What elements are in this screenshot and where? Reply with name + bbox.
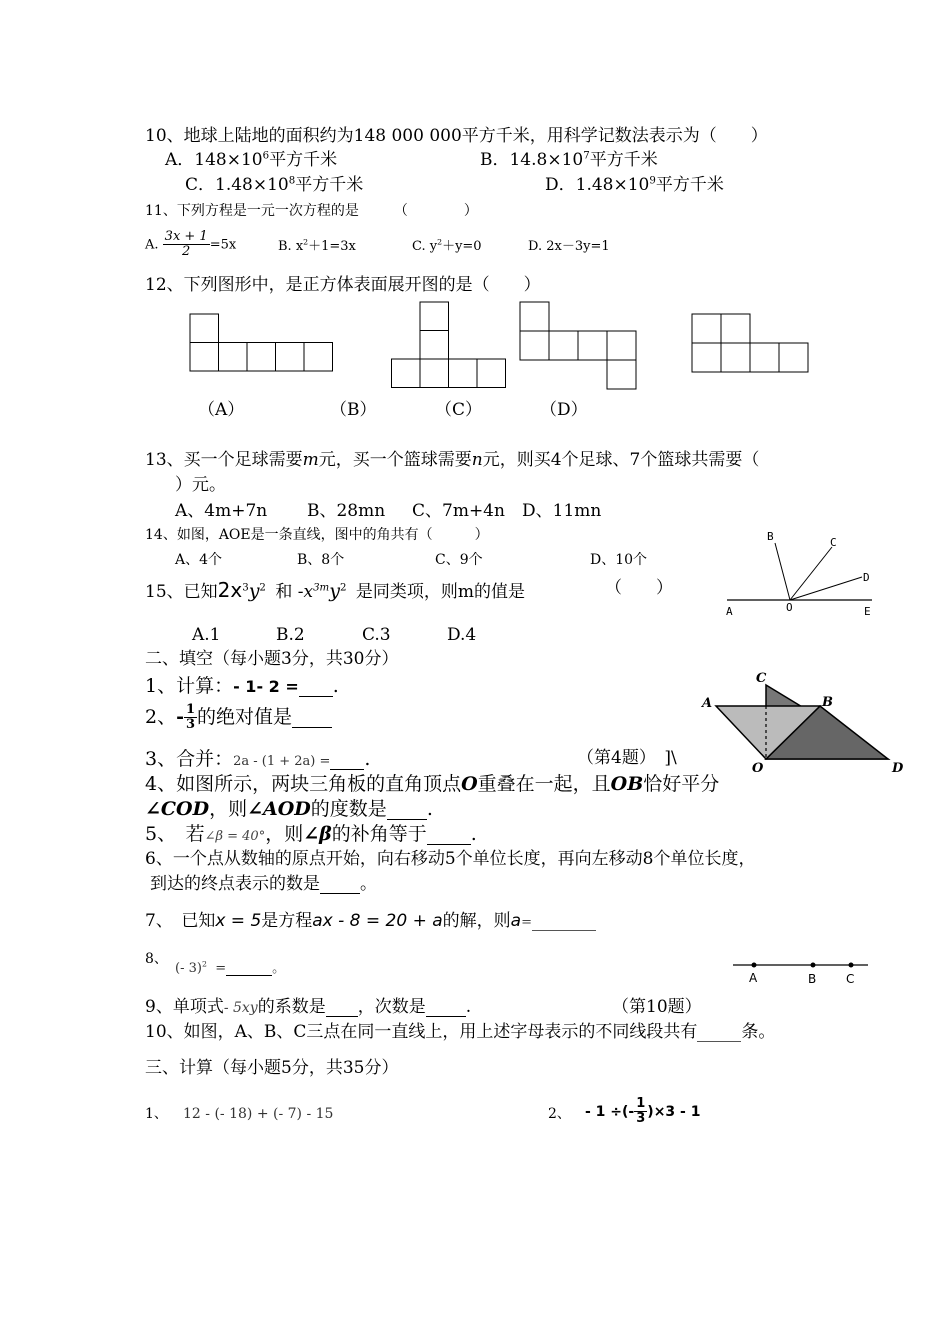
q15-stem: 15、已知$2x^3y^2$ 和 $-x^{3m}y^2$ 是同类项，则m的值是 [145, 578, 525, 602]
fig10-label-b: B [808, 972, 817, 986]
q11-fraction: $\frac{3x + 1}{2}$ [164, 229, 208, 260]
fill7: 7、 已知x = 5是方程ax - 8 = 20 + a的解，则a= [145, 913, 596, 931]
q10-option-d: D．$1.48\times 10^9$平方千米 [545, 175, 724, 195]
q13-option-a: A、4m+7n [175, 501, 268, 521]
fill9: 9、单项式- 5xy的系数是 ，次数是 . [145, 997, 472, 1017]
fill8-num: 8、 [145, 951, 168, 967]
fill2: 2、- $\frac{1}{3}$ 的绝对值是 [145, 703, 332, 733]
q15-answer-paren: （ ） [605, 578, 673, 598]
calc2-num: 2、 [548, 1106, 571, 1122]
q11-option-a: A. $\frac{3x + 1}{2}$ =5x [145, 229, 237, 260]
fig10-label-a: A [749, 971, 758, 985]
q14-stem: 14、如图，AOE是一条直线，图中的角共有（ ） [145, 527, 489, 543]
fill5: 5、 若∠β = 40°，则∠β的补角等于 . [145, 823, 477, 845]
q11-option-d: D. 2x－3y=1 [528, 239, 610, 254]
fig4-label-c: C [756, 671, 767, 686]
fig10-label-c: C [846, 972, 855, 986]
q13-option-d: D、11mn [522, 501, 602, 521]
q10-option-b: B．$14.8\times 10^7$平方千米 [480, 150, 658, 170]
fill4-line1: 4、如图所示，两块三角板的直角顶点O重叠在一起，且OB恰好平分 [145, 773, 720, 795]
fig10-caption: （第10题） [612, 997, 702, 1017]
section2-heading: 二、填空（每小题3分，共30分） [145, 649, 399, 669]
q11-option-c: C. $y^2+y=0$ [412, 237, 482, 254]
calc1-expr: 12 - (- 18) + (- 7) - 15 [183, 1106, 334, 1122]
fig4-caption: （第4题） ]\ [577, 748, 677, 768]
fill6-line1: 6、一个点从数轴的原点开始，向右移动5个单位长度，再向左移动8个单位长度， [145, 849, 756, 869]
fig14-label-e: E [864, 605, 871, 618]
fill1: 1、计算：- 1- 2 = . [145, 675, 339, 697]
q13-option-c: C、7m+4n [412, 501, 505, 521]
fig4-label-b: B [822, 695, 833, 710]
q14-option-b: B、8个 [297, 552, 345, 568]
fill8: (- 3)$^2$ = 。 [175, 959, 286, 976]
q14-option-a: A、4个 [175, 552, 223, 568]
fig4-label-o: O [752, 761, 764, 776]
fig4-label-d: D [892, 761, 904, 776]
fig14-label-c: C [830, 536, 837, 549]
q12-label-c: （C） [435, 400, 483, 420]
fill6-line2: 到达的终点表示的数是 。 [150, 874, 377, 894]
q13-line2: ）元。 [175, 475, 226, 495]
q11-stem: 11、下列方程是一元一次方程的是 （ ） [145, 203, 478, 219]
fill2-fraction: $\frac{1}{3}$ [185, 702, 196, 733]
q15-option-c: C.3 [362, 625, 391, 645]
fig14-label-o: O [786, 601, 793, 614]
q12-label-a: （A） [198, 400, 245, 420]
calc2-fraction: $\frac{1}{3}$ [636, 1096, 646, 1127]
q15-option-a: A.1 [192, 625, 221, 645]
q15-option-b: B.2 [276, 625, 305, 645]
fig14-label-a: A [726, 605, 733, 618]
fig14-label-b: B [767, 530, 774, 543]
fill4-line2: ∠COD，则∠AOD的度数是 . [145, 798, 433, 820]
calc2-expr: - 1 ÷(- $\frac{1}{3}$ )×3 - 1 [585, 1096, 701, 1127]
calc1-num: 1、 [145, 1106, 168, 1122]
fill3: 3、合并：2a - (1 + 2a) = . [145, 748, 371, 770]
q10-option-c: C．$1.48\times 10^8$平方千米 [185, 175, 364, 195]
q14-option-c: C、9个 [435, 552, 483, 568]
q15-option-d: D.4 [447, 625, 477, 645]
q13-line1: 13、买一个足球需要m元，买一个篮球需要n元，则买4个足球、7个篮球共需要（ [145, 450, 760, 470]
q10-option-a: A．$148\times 10^6$平方千米 [165, 150, 338, 170]
fill10: 10、如图，A、B、C三点在同一直线上，用上述字母表示的不同线段共有 条。 [145, 1022, 776, 1042]
q14-option-d: D、10个 [590, 552, 648, 568]
q10-stem: 10、地球上陆地的面积约为148 000 000平方千米，用科学记数法表示为（ ） [145, 126, 768, 146]
q13-option-b: B、28mn [307, 501, 386, 521]
q12-label-b: （B） [330, 400, 377, 420]
section3-heading: 三、计算（每小题5分，共35分） [145, 1058, 399, 1078]
fig4-label-a: A [702, 696, 713, 711]
q11-option-b: B. $x^2+1=3x$ [278, 237, 356, 254]
q12-label-d: （D） [540, 400, 588, 420]
fig14-label-d: D [863, 571, 870, 584]
q12-stem: 12、下列图形中，是正方体表面展开图的是（ ） [145, 275, 541, 295]
